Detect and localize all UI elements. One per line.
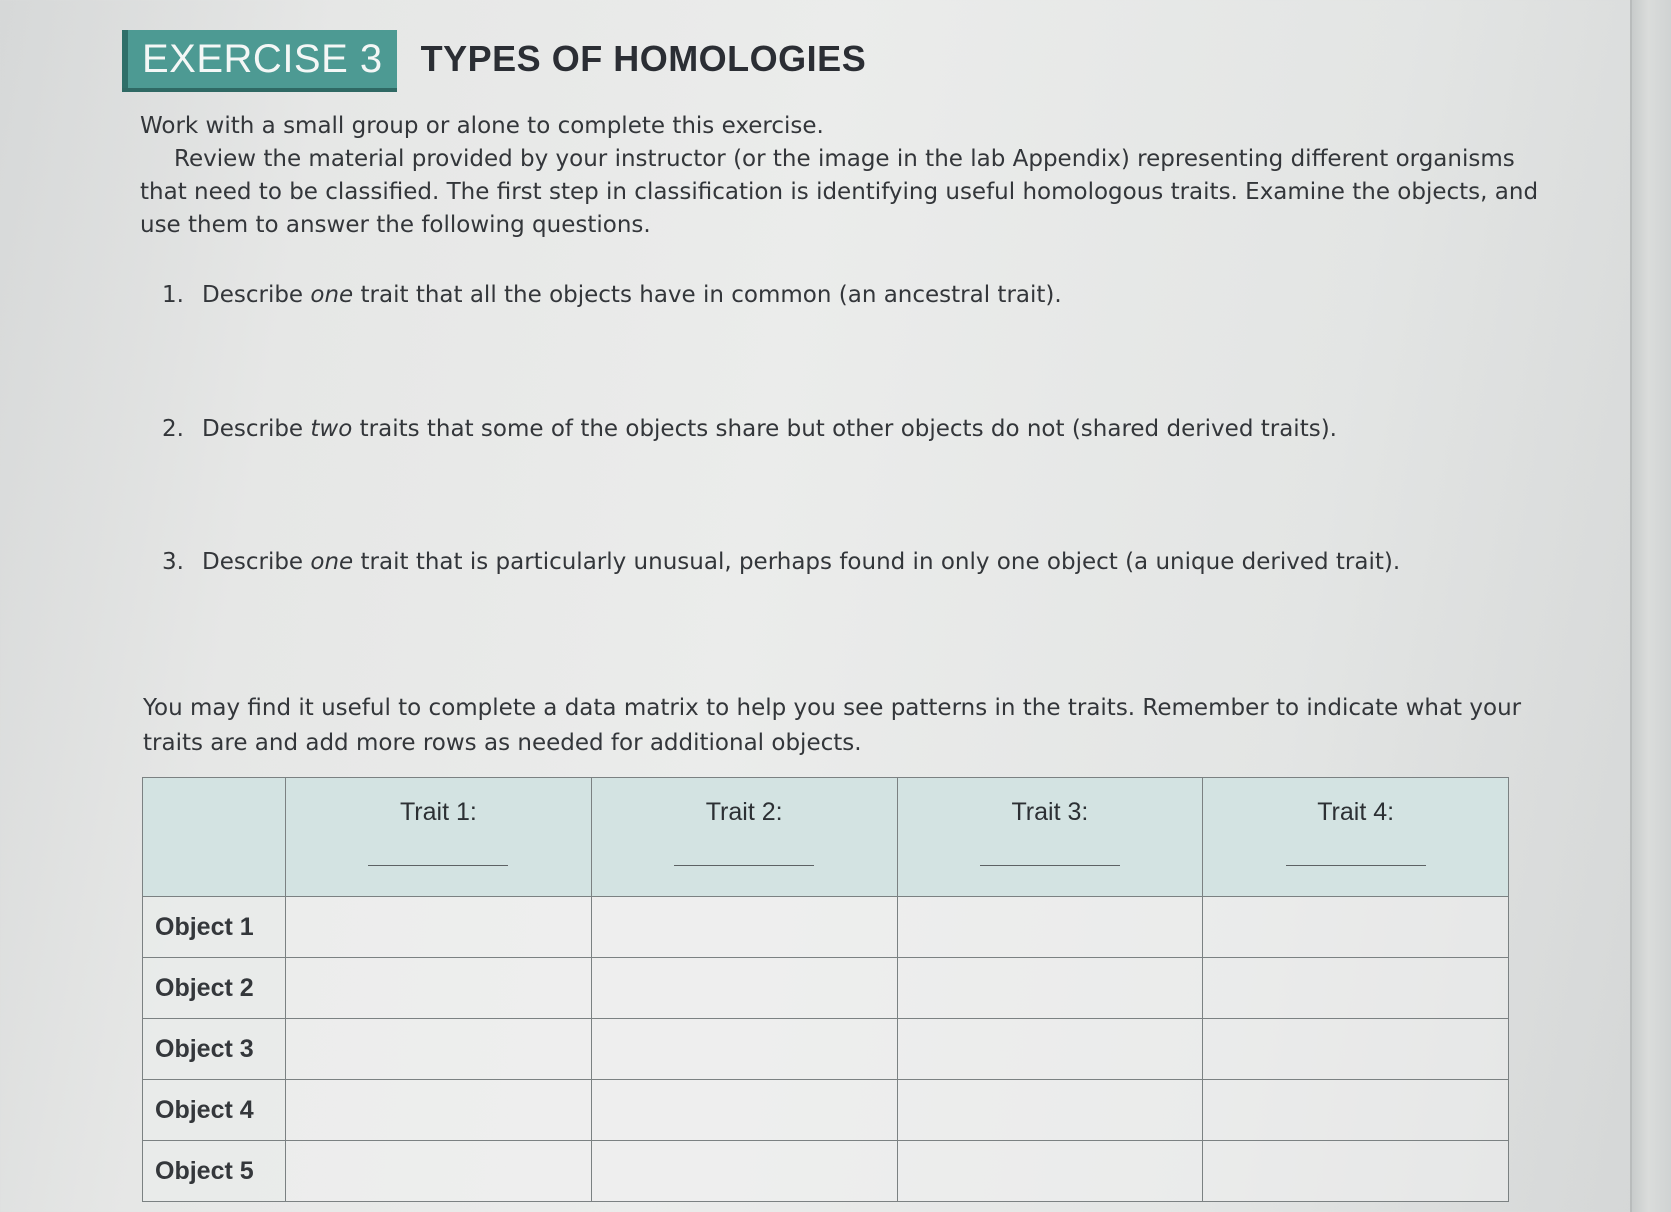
matrix-cell[interactable] [897,897,1203,958]
exercise-header [122,30,866,88]
matrix-cell[interactable] [591,897,897,958]
exercise-title: TYPES OF HOMOLOGIES [420,38,867,79]
matrix-cell[interactable] [1203,1141,1509,1202]
table-row [143,1080,1509,1141]
matrix-cell[interactable] [897,1019,1203,1080]
trait-2-blank[interactable] [674,865,814,866]
table-row [143,897,1509,958]
matrix-cell[interactable] [1203,958,1509,1019]
matrix-cell[interactable] [286,1019,592,1080]
matrix-cell[interactable] [897,1080,1203,1141]
trait-2-header [591,778,897,897]
question-1 [162,282,1062,308]
table-row [143,1019,1509,1080]
question-emphasis: one [310,549,354,575]
matrix-instructions [143,691,1563,761]
question-3 [162,549,1400,575]
trait-label: Trait 2: [705,798,783,826]
matrix-cell[interactable] [1203,1080,1509,1141]
trait-label: Trait 3: [1011,798,1089,826]
exercise-badge: EXERCISE 3 [122,30,397,88]
matrix-cell[interactable] [286,897,592,958]
object-3-label: Object 3 [143,1019,286,1080]
matrix-cell[interactable] [286,958,592,1019]
question-text: Describe [202,282,311,308]
matrix-cell[interactable] [1203,1019,1509,1080]
question-2 [162,416,1337,442]
intro-line: Work with a small group or alone to complete this exercise. [140,113,824,139]
matrix-cell[interactable] [897,958,1203,1019]
question-text: Describe [202,549,311,575]
trait-label: Trait 4: [1317,798,1395,826]
matrix-cell[interactable] [897,1141,1203,1202]
trait-4-header [1203,778,1509,897]
trait-1-blank[interactable] [368,865,508,866]
intro-paragraph: Review the material provided by your instructor (or the image in the lab Appendix) representing different organisms that need to be classified. The first step in classification is identifying useful homologous traits. Examine the objects, and use them to answer the following questions. [140,146,1539,238]
matrix-cell[interactable] [286,1080,592,1141]
matrix-cell[interactable] [591,958,897,1019]
object-4-label: Object 4 [143,1080,286,1141]
trait-1-header [286,778,592,897]
matrix-cell[interactable] [591,1141,897,1202]
table-row [143,958,1509,1019]
matrix-cell[interactable] [1203,897,1509,958]
question-text: Describe [202,416,311,442]
question-text: trait that all the objects have in common (an ancestral trait). [353,282,1062,308]
matrix-cell[interactable] [591,1080,897,1141]
question-emphasis: two [310,416,353,442]
trait-3-blank[interactable] [980,865,1120,866]
object-2-label: Object 2 [143,958,286,1019]
question-emphasis: one [310,282,354,308]
matrix-cell[interactable] [591,1019,897,1080]
trait-4-blank[interactable] [1286,865,1426,866]
question-text: trait that is particularly unusual, perhaps found in only one object (a unique derived trait). [353,549,1401,575]
data-matrix [142,777,1509,1202]
question-text: traits that some of the objects share but other objects do not (shared derived traits). [352,416,1337,442]
matrix-header-row [143,778,1509,897]
object-5-label: Object 5 [143,1141,286,1202]
trait-label: Trait 1: [399,798,477,826]
matrix-note-text: You may find it useful to complete a data matrix to help you see patterns in the traits. Remember to indicate what your traits are and add more rows as needed for additional objects. [143,695,1522,756]
question-number: 3. [162,549,184,575]
intro-text [140,110,1540,242]
page-edge [1630,0,1671,1212]
trait-3-header [897,778,1203,897]
matrix-corner-cell [143,778,286,897]
matrix-cell[interactable] [286,1141,592,1202]
question-number: 2. [162,416,184,442]
table-row [143,1141,1509,1202]
question-number: 1. [162,282,184,308]
object-1-label: Object 1 [143,897,286,958]
